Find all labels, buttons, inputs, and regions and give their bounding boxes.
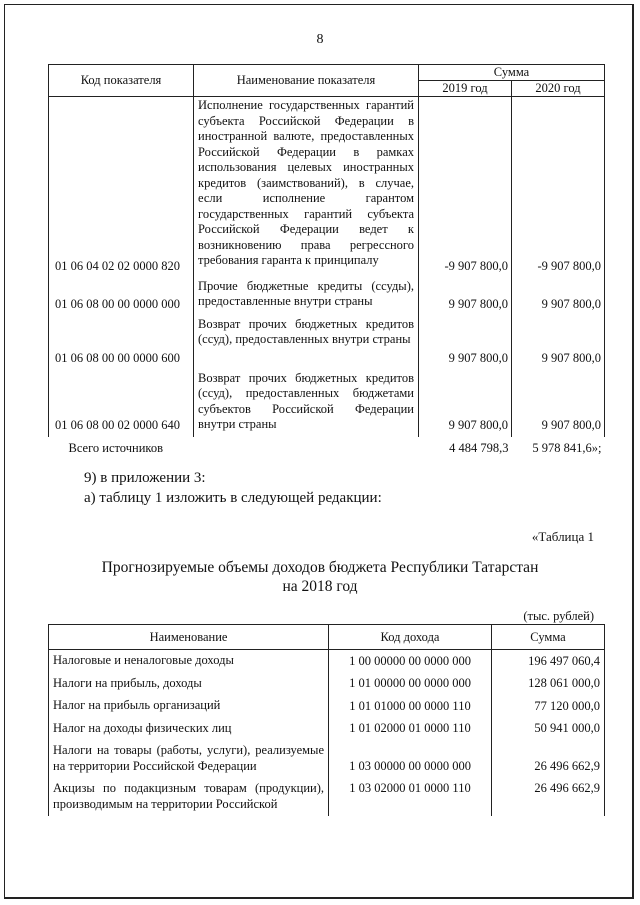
row-value: 50 941 000,0 [492, 718, 605, 741]
header-sum: Сумма [492, 625, 605, 650]
total-value-2019: 4 484 798,3 [449, 440, 509, 455]
title-line-2: на 2018 год [282, 578, 358, 595]
header-name: Наименование показателя [194, 65, 419, 97]
row-value-2020: 9 907 800,0 [512, 370, 605, 437]
row-value-2019: 9 907 800,0 [419, 316, 512, 370]
total-label: Всего источников [68, 440, 163, 455]
row-name: Налог на доходы физических лиц [49, 718, 329, 741]
paragraph-9: 9) в приложении 3: [84, 470, 206, 486]
table-row [49, 740, 605, 778]
page-number: 8 [316, 32, 324, 47]
row-code: 1 03 00000 00 0000 000 [329, 740, 492, 778]
sources-table [48, 64, 605, 459]
table-title [0, 558, 640, 596]
table-row [49, 97, 605, 278]
header-year-2019: 2019 год [419, 81, 512, 97]
row-value: 26 496 662,9 [492, 740, 605, 778]
table-label: «Таблица 1 [531, 529, 594, 544]
row-value-2020: -9 907 800,0 [512, 97, 605, 278]
row-code: 1 01 02000 01 0000 110 [329, 718, 492, 741]
row-code: 1 00 00000 00 0000 000 [329, 650, 492, 673]
row-value-2019: 9 907 800,0 [419, 370, 512, 437]
paragraph-a: а) таблицу 1 изложить в следующей редакции: [84, 490, 382, 506]
header-name: Наименование [49, 625, 329, 650]
row-code: 01 06 04 02 02 0000 820 [49, 97, 194, 278]
row-code: 01 06 08 00 00 0000 600 [49, 316, 194, 370]
revenue-table [48, 624, 605, 816]
table-row [49, 778, 605, 816]
units-label: (тыс. рублей) [523, 609, 594, 623]
row-name: Возврат прочих бюджетных кредитов (ссуд), предоставленных бюджетами субъектов Российской Федерации внутри страны [194, 370, 419, 437]
header-sum: Сумма [419, 65, 605, 81]
row-name: Прочие бюджетные кредиты (ссуды), предоставленные внутри страны [194, 278, 419, 316]
table-row [49, 673, 605, 696]
table-row [49, 650, 605, 673]
header-code: Код дохода [329, 625, 492, 650]
row-code: 1 03 02000 01 0000 110 [329, 778, 492, 816]
table-row [49, 718, 605, 741]
row-value-2019: 9 907 800,0 [419, 278, 512, 316]
row-name: Налоги на товары (работы, услуги), реализуемые на территории Российской Федерации [49, 740, 329, 778]
table-row [49, 695, 605, 718]
row-value: 26 496 662,9 [492, 778, 605, 816]
row-name: Акцизы по подакцизным товарам (продукции), производимым на территории Российской [49, 778, 329, 816]
total-empty-cell [194, 437, 419, 459]
total-row [49, 437, 605, 459]
header-code: Код показателя [49, 65, 194, 97]
row-value: 196 497 060,4 [492, 650, 605, 673]
total-value-2020: 5 978 841,6»; [532, 440, 602, 455]
row-value: 128 061 000,0 [492, 673, 605, 696]
header-year-2020: 2020 год [512, 81, 605, 97]
row-code: 1 01 00000 00 0000 000 [329, 673, 492, 696]
row-value: 77 120 000,0 [492, 695, 605, 718]
table-row [49, 370, 605, 437]
row-name: Возврат прочих бюджетных кредитов (ссуд), предоставленных внутри страны [194, 316, 419, 370]
row-name: Налог на прибыль организаций [49, 695, 329, 718]
table-row [49, 278, 605, 316]
row-name: Налоговые и неналоговые доходы [49, 650, 329, 673]
row-code: 01 06 08 00 02 0000 640 [49, 370, 194, 437]
row-code: 1 01 01000 00 0000 110 [329, 695, 492, 718]
table-row [49, 316, 605, 370]
row-value-2019: -9 907 800,0 [419, 97, 512, 278]
row-name: Исполнение государственных гарантий субъекта Российской Федерации в иностранной валюте, предоставленных Российской Федерации в рамках использования целевых иностранных кредитов (заимствований), в случае, если исполнение гарантом государственных гарантий субъекта Российской Федерации ведет к возникновению права регрессного требования гаранта к принципалу [194, 97, 419, 278]
row-name: Налоги на прибыль, доходы [49, 673, 329, 696]
title-line-1: Прогнозируемые объемы доходов бюджета Республики Татарстан [101, 559, 539, 576]
row-value-2020: 9 907 800,0 [512, 316, 605, 370]
row-value-2020: 9 907 800,0 [512, 278, 605, 316]
row-code: 01 06 08 00 00 0000 000 [49, 278, 194, 316]
